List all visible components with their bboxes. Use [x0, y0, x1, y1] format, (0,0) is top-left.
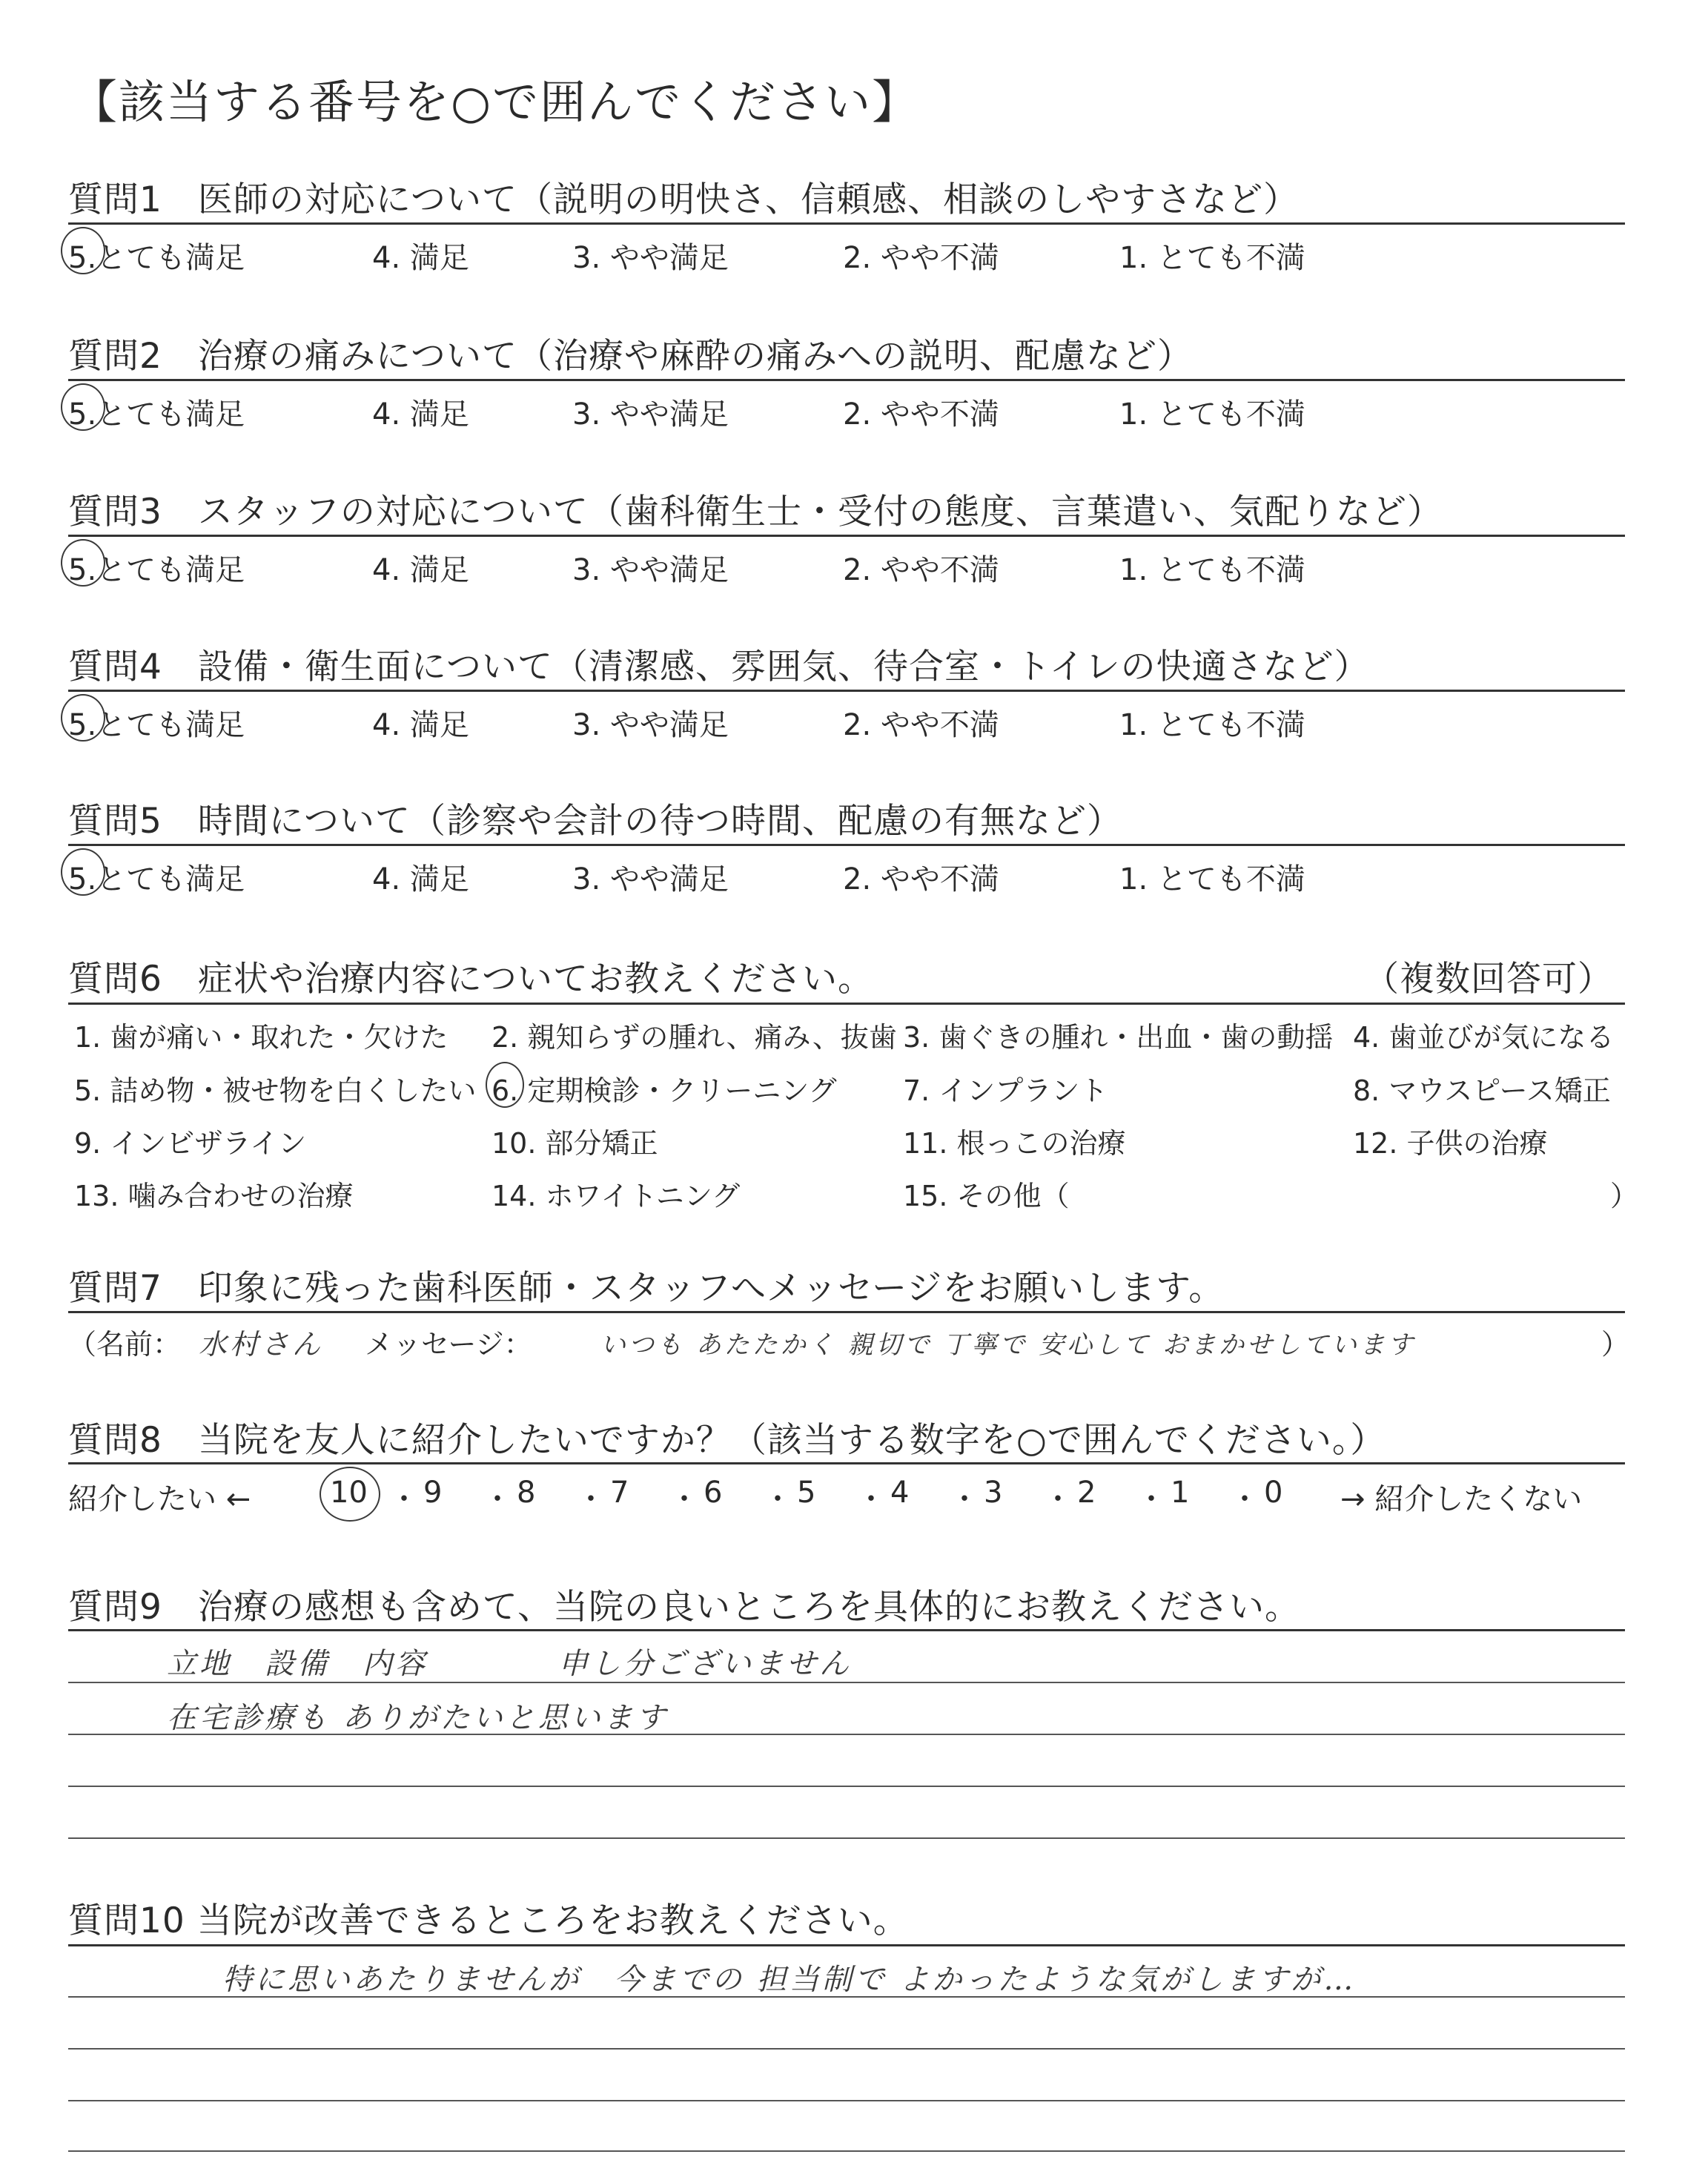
- q7-message-label: メッセージ：: [365, 1328, 532, 1361]
- q5-rule: [68, 844, 1625, 846]
- q10-answer-line[interactable]: 特に思いあたりませんが 今までの 担当制で よかったような気がしますが…: [222, 1963, 1357, 1997]
- q8-scale-dot: ・: [389, 1482, 419, 1516]
- selection-circle: [61, 539, 105, 587]
- q8-left-label: 紹介したい ←: [68, 1482, 251, 1516]
- q9-rule: [68, 1629, 1625, 1631]
- rating-option[interactable]: 5.とても満足: [68, 241, 245, 275]
- selection-circle: [320, 1467, 380, 1522]
- q6-option[interactable]: 8. マウスピース矯正: [1353, 1074, 1611, 1107]
- q6-option[interactable]: 10. 部分矯正: [491, 1127, 658, 1160]
- q2-rule: [68, 379, 1625, 381]
- rating-option[interactable]: 1. とても不満: [1119, 397, 1305, 432]
- q8-rule: [68, 1462, 1625, 1464]
- rating-option[interactable]: 3. やや満足: [572, 397, 729, 432]
- q1-title: 質問1 医師の対応について（説明の明快さ、信頼感、相談のしやすさなど）: [68, 179, 1300, 220]
- q6-option[interactable]: 12. 子供の治療: [1353, 1127, 1548, 1160]
- q6-rule: [68, 1003, 1625, 1005]
- q8-scale-dot: ・: [856, 1482, 886, 1516]
- rating-option[interactable]: 4. 満足: [372, 553, 469, 587]
- rating-option[interactable]: 1. とても不満: [1119, 708, 1305, 742]
- q10-writing-line: [68, 2150, 1625, 2152]
- q8-scale-number[interactable]: 7: [610, 1476, 629, 1510]
- q8-scale-dot: ・: [763, 1482, 792, 1516]
- rating-option[interactable]: 2. やや不満: [843, 397, 999, 432]
- q6-note: （複数回答可）: [1364, 959, 1613, 1000]
- rating-option[interactable]: 2. やや不満: [843, 241, 999, 275]
- q8-scale-number[interactable]: 10: [330, 1476, 368, 1510]
- q8-scale-dot: ・: [1136, 1482, 1166, 1516]
- q8-scale-dot: ・: [1230, 1482, 1260, 1516]
- q6-option[interactable]: 6. 定期検診・クリーニング: [491, 1074, 837, 1107]
- q6-option[interactable]: 4. 歯並びが気になる: [1353, 1021, 1615, 1054]
- q8-scale-dot: ・: [576, 1482, 606, 1516]
- rating-option[interactable]: 1. とても不満: [1119, 553, 1305, 587]
- q9-writing-line: [68, 1837, 1625, 1839]
- rating-option[interactable]: 2. やや不満: [843, 862, 999, 896]
- rating-option[interactable]: 5.とても満足: [68, 708, 245, 742]
- selection-circle: [61, 848, 105, 896]
- selection-circle: [61, 227, 105, 274]
- q8-scale-dot: ・: [950, 1482, 979, 1516]
- q8-scale-dot: ・: [483, 1482, 512, 1516]
- q6-option[interactable]: 14. ホワイトニング: [491, 1180, 741, 1212]
- q7-message-value[interactable]: いつも あたたかく 親切で 丁寧で 安心して おまかせしています: [600, 1330, 1417, 1360]
- q5-title: 質問5 時間について（診察や会計の待つ時間、配慮の有無など）: [68, 801, 1122, 842]
- rating-option[interactable]: 2. やや不満: [843, 553, 999, 587]
- q9-title: 質問9 治療の感想も含めて、当院の良いところを具体的にお教えください。: [68, 1587, 1300, 1628]
- rating-option[interactable]: 4. 満足: [372, 708, 469, 742]
- q7-title: 質問7 印象に残った歯科医師・スタッフへメッセージをお願いします。: [68, 1268, 1225, 1309]
- q10-rule: [68, 1944, 1625, 1946]
- rating-option[interactable]: 5.とても満足: [68, 553, 245, 587]
- rating-option[interactable]: 1. とても不満: [1119, 241, 1305, 275]
- q2-options: [68, 391, 1625, 432]
- q6-option[interactable]: 5. 詰め物・被せ物を白くしたい: [74, 1074, 477, 1107]
- q8-scale-number[interactable]: 0: [1264, 1476, 1283, 1510]
- q8-scale-number[interactable]: 1: [1171, 1476, 1190, 1510]
- q4-title: 質問4 設備・衛生面について（清潔感、雰囲気、待合室・トイレの快適さなど）: [68, 647, 1370, 687]
- rating-option[interactable]: 5.とても満足: [68, 862, 245, 896]
- rating-option[interactable]: 3. やや満足: [572, 553, 729, 587]
- q8-scale-number[interactable]: 9: [423, 1476, 443, 1510]
- rating-option[interactable]: 3. やや満足: [572, 708, 729, 742]
- rating-option[interactable]: 4. 満足: [372, 241, 469, 275]
- form-title: 【該当する番号を○で囲んでください】: [71, 75, 920, 129]
- q4-options: [68, 701, 1625, 743]
- q8-right-label: → 紹介したくない: [1340, 1482, 1583, 1516]
- q7-name-label: （名前：: [68, 1328, 182, 1361]
- q9-answer-line[interactable]: 在宅診療も ありがたいと思います: [167, 1701, 669, 1735]
- selection-circle: [61, 383, 105, 431]
- q9-answer-line[interactable]: 立地 設備 内容 申し分ございません: [167, 1647, 852, 1681]
- q8-scale-number[interactable]: 2: [1077, 1476, 1096, 1510]
- q8-title: 質問8 当院を友人に紹介したいですか？（該当する数字を○で囲んでください。）: [68, 1420, 1386, 1461]
- q6-option[interactable]: 15. その他（: [903, 1180, 1070, 1212]
- q10-writing-line: [68, 2100, 1625, 2101]
- q7-rule: [68, 1311, 1625, 1313]
- rating-option[interactable]: 4. 満足: [372, 397, 469, 432]
- q6-other-close: ）: [1610, 1180, 1639, 1212]
- q6-title: 質問6 症状や治療内容についてお教えください。: [68, 959, 873, 1000]
- q2-title: 質問2 治療の痛みについて（治療や麻酔の痛みへの説明、配慮など）: [68, 336, 1194, 377]
- q3-title: 質問3 スタッフの対応について（歯科衛生士・受付の態度、言葉遣い、気配りなど）: [68, 492, 1443, 532]
- q10-writing-line: [68, 2048, 1625, 2050]
- q8-scale-dot: ・: [669, 1482, 699, 1516]
- q1-options: [68, 234, 1625, 276]
- rating-option[interactable]: 5.とても満足: [68, 397, 245, 432]
- q6-option[interactable]: 7. インプラント: [903, 1074, 1108, 1107]
- q6-option[interactable]: 9. インビザライン: [74, 1127, 307, 1160]
- rating-option[interactable]: 4. 満足: [372, 862, 469, 896]
- q6-option[interactable]: 1. 歯が痛い・取れた・欠けた: [74, 1021, 448, 1054]
- rating-option[interactable]: 2. やや不満: [843, 708, 999, 742]
- q4-rule: [68, 690, 1625, 692]
- rating-option[interactable]: 1. とても不満: [1119, 862, 1305, 896]
- q1-rule: [68, 222, 1625, 225]
- q8-scale-number[interactable]: 6: [704, 1476, 723, 1510]
- q5-options: [68, 856, 1625, 897]
- q8-scale-number[interactable]: 4: [890, 1476, 910, 1510]
- q3-options: [68, 546, 1625, 588]
- q6-option[interactable]: 13. 噛み合わせの治療: [74, 1180, 354, 1212]
- q7-close: ）: [1601, 1328, 1630, 1361]
- q3-rule: [68, 535, 1625, 537]
- q8-scale-number[interactable]: 3: [984, 1476, 1003, 1510]
- q8-scale-number[interactable]: 5: [797, 1476, 816, 1510]
- q6-option[interactable]: 3. 歯ぐきの腫れ・出血・歯の動揺: [903, 1021, 1334, 1054]
- rating-option[interactable]: 3. やや満足: [572, 241, 729, 275]
- rating-option[interactable]: 3. やや満足: [572, 862, 729, 896]
- q8-scale-dot: ・: [1043, 1482, 1073, 1516]
- selection-circle: [486, 1062, 524, 1108]
- q10-title: 質問10 当院が改善できるところをお教えください。: [68, 1900, 909, 1941]
- selection-circle: [61, 694, 105, 742]
- q7-name-value[interactable]: 水村さん: [199, 1328, 324, 1361]
- q6-option[interactable]: 2. 親知らずの腫れ、痛み、抜歯: [491, 1021, 897, 1054]
- q6-option[interactable]: 11. 根っこの治療: [903, 1127, 1126, 1160]
- q9-writing-line: [68, 1786, 1625, 1787]
- q8-scale-number[interactable]: 8: [517, 1476, 536, 1510]
